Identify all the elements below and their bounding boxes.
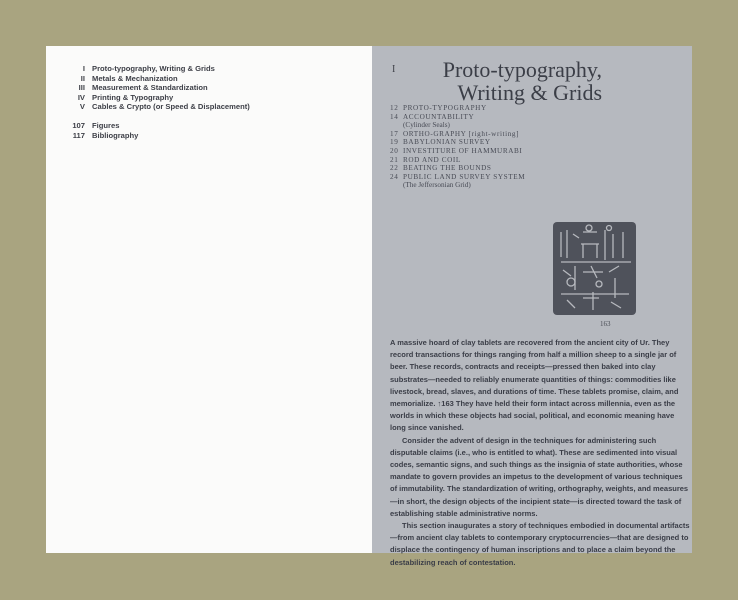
section-subtitle: (The Jeffersonian Grid) bbox=[403, 181, 471, 190]
table-of-contents bbox=[60, 64, 250, 140]
section-list bbox=[390, 104, 525, 190]
section-label: BEATING THE BOUNDS bbox=[403, 164, 492, 173]
section-label: PROTO-TYPOGRAPHY bbox=[403, 104, 487, 112]
chapter-number: I bbox=[392, 64, 396, 75]
left-page bbox=[46, 46, 372, 553]
section-label: ROD AND COIL bbox=[403, 155, 461, 164]
paragraph: This section inaugurates a story of techniques embodied in documental artifacts—from ancient clay tablets to contemporary cryptocurrencies—that are designed to displace the contingency of human inscriptions and to place a claim beyond the destabilizing reach of contestation. bbox=[390, 521, 690, 567]
figure-caption: 163 bbox=[600, 320, 611, 328]
section-page-number: 12 bbox=[390, 104, 399, 112]
chapter-title: Proto-typography, Writing & Grids bbox=[442, 57, 602, 105]
section-item bbox=[390, 113, 525, 122]
section-page-number: 17 bbox=[390, 129, 399, 138]
toc-item: 107 Figures bbox=[72, 120, 120, 130]
section-label: PUBLIC LAND SURVEY SYSTEM bbox=[403, 172, 526, 181]
section-label: BABYLONIAN SURVEY bbox=[403, 138, 491, 147]
section-item bbox=[390, 156, 525, 165]
paragraph: Consider the advent of design in the techniques for administering such disputable claims (i.e., who is entitled to what). These are sedimented into visual codes, semantic signs, and such things as the insignia of state authorities, whose mandate to govern provides an impetus to the development of various techniques of immutability. The standardization of writing, orthography, weights, and measures—in short, the design objects of the incipient state—is directed toward the task of establishing stable administrative norms. bbox=[390, 435, 689, 518]
section-page-number: 19 bbox=[390, 138, 399, 147]
toc-item: 117 Bibliography bbox=[72, 130, 139, 140]
section-item bbox=[390, 104, 525, 113]
section-label: ACCOUNTABILITY bbox=[403, 112, 475, 121]
section-item bbox=[390, 138, 525, 147]
toc-item: V Cables & Crypto (or Speed & Displacement) bbox=[79, 102, 250, 112]
toc-item: II Metals & Mechanization bbox=[80, 73, 178, 83]
toc-item: III Measurement & Standardization bbox=[78, 83, 208, 93]
section-page-number: 21 bbox=[390, 155, 399, 164]
clay-tablet-image bbox=[553, 222, 636, 315]
section-item bbox=[390, 164, 525, 173]
toc-item: IV Printing & Typography bbox=[77, 92, 174, 102]
right-page bbox=[372, 46, 692, 567]
section-label: INVESTITURE OF HAMMURABI bbox=[403, 146, 523, 155]
section-label: ORTHO-GRAPHY [right-writing] bbox=[403, 129, 520, 138]
section-page-number: 22 bbox=[390, 164, 399, 173]
section-item bbox=[390, 147, 525, 156]
toc-item: I Proto-typography, Writing & Grids bbox=[82, 64, 215, 73]
section-page-number: 14 bbox=[390, 112, 399, 121]
paragraph: A massive hoard of clay tablets are recovered from the ancient city of Ur. They record transactions for things ranging from half a million sheep to a single jar of beer. These records, contracts and receipts—pressed then baked into clay substrates—needed to reliably enumerate quantities of things: commodities like livestock, bread, slaves, and durations of time. These tablets promise, claim, and memorialize. ↑163 They have held their form intact across millennia, even as the worlds in which these objects had social, political, and economic meaning have long since vanished. bbox=[390, 338, 679, 433]
section-subtitle: (Cylinder Seals) bbox=[403, 121, 450, 130]
section-item bbox=[390, 130, 525, 139]
section-page-number: 20 bbox=[390, 146, 399, 155]
section-page-number: 24 bbox=[390, 172, 399, 181]
section-item bbox=[390, 173, 525, 182]
body-text bbox=[390, 337, 690, 569]
